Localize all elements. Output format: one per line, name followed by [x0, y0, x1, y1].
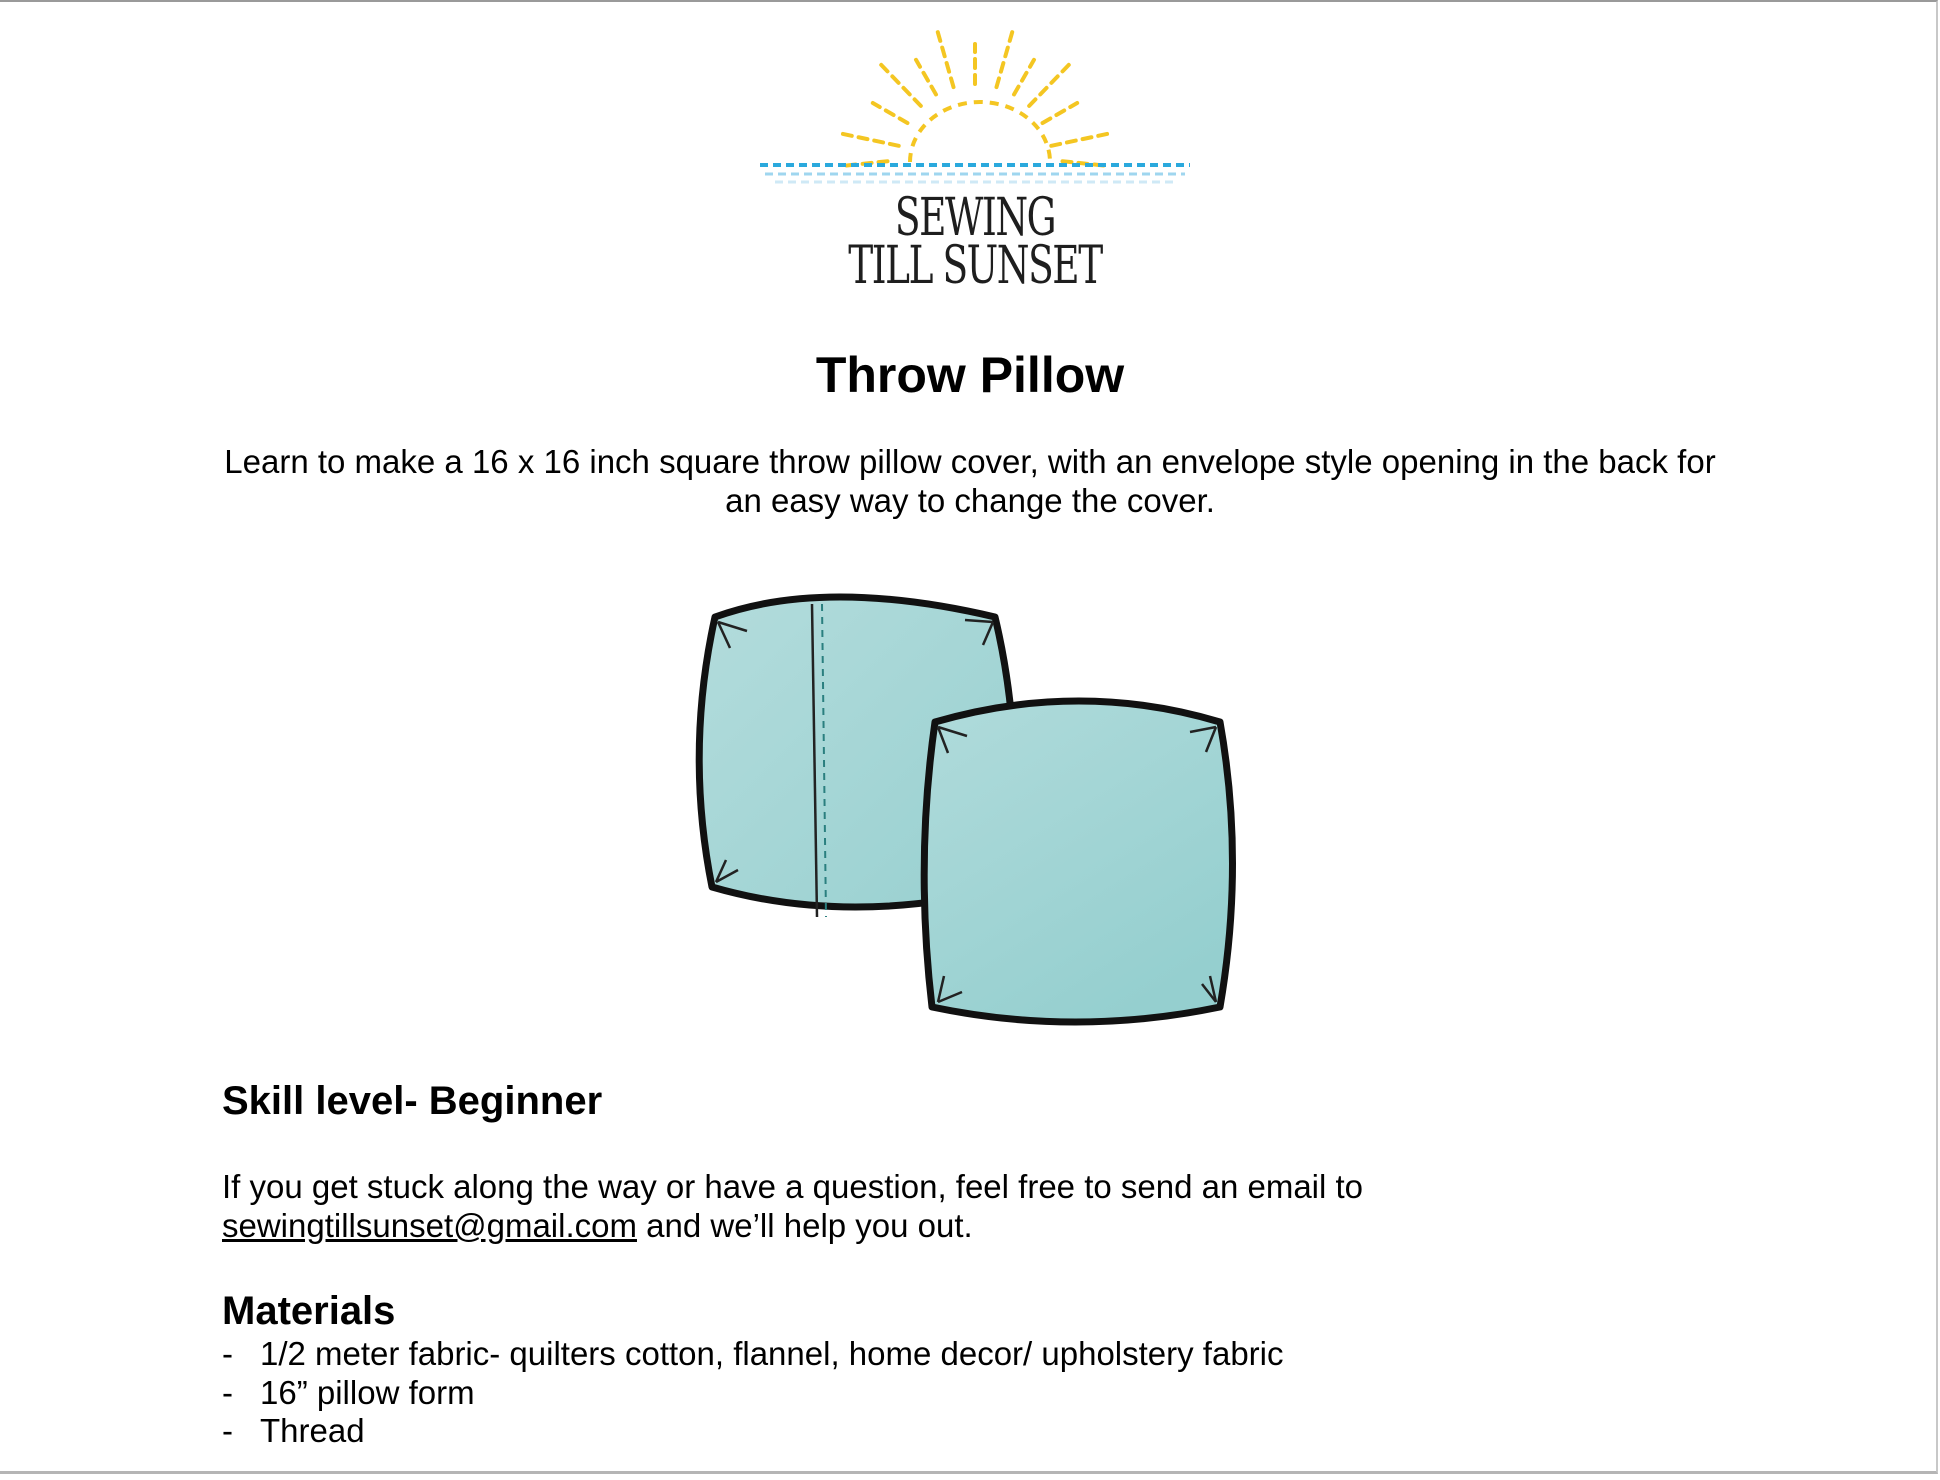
list-item	[222, 1412, 1284, 1451]
list-bullet: -	[222, 1373, 233, 1411]
list-item	[222, 1374, 1284, 1413]
materials-list	[222, 1335, 1284, 1451]
sun-logo-icon	[755, 12, 1195, 192]
sun-ray	[996, 27, 1013, 87]
page-title: Throw Pillow	[815, 347, 1125, 403]
sun-ray	[878, 61, 921, 106]
sun-ray	[1029, 61, 1072, 106]
sun-ray	[916, 60, 936, 95]
logo-text-sewing: SEWING	[894, 188, 1056, 248]
help-text-before: If you get stuck along the way or have a question, feel free to send an email to	[222, 1168, 1364, 1205]
list-bullet: -	[222, 1412, 233, 1449]
sun-ray	[1014, 60, 1034, 95]
sun-ray	[936, 27, 953, 87]
email-link[interactable]: sewingtillsunset@gmail.com	[222, 1207, 637, 1244]
intro-paragraph: Learn to make a 16 x 16 inch square throw pillow cover, with an envelope style opening in the back for an easy way to change the cover.	[224, 443, 1716, 519]
material-item-pillow-form: 16” pillow form	[260, 1373, 475, 1411]
list-bullet: -	[222, 1335, 233, 1372]
materials-heading: Materials	[222, 1289, 396, 1333]
sun-ray	[873, 103, 908, 123]
sun-ray	[838, 133, 899, 146]
throw-pillows-icon	[680, 582, 1260, 1042]
help-text-after: and we’ll help you out.	[646, 1207, 973, 1244]
help-paragraph	[222, 1167, 1722, 1245]
material-item-fabric: 1/2 meter fabric- quilters cotton, flannel, home decor/ upholstery fabric	[260, 1335, 1284, 1372]
pillow-illustration	[680, 582, 1260, 1042]
list-item	[222, 1335, 1284, 1374]
sun-ray	[1043, 103, 1078, 123]
skill-level-heading: Skill level- Beginner	[222, 1079, 603, 1123]
material-item-thread: Thread	[260, 1412, 365, 1449]
logo-text-till-sunset: TILL SUNSET	[848, 236, 1102, 296]
sewing-till-sunset-logo	[755, 12, 1195, 296]
sun-ray	[1051, 133, 1112, 146]
